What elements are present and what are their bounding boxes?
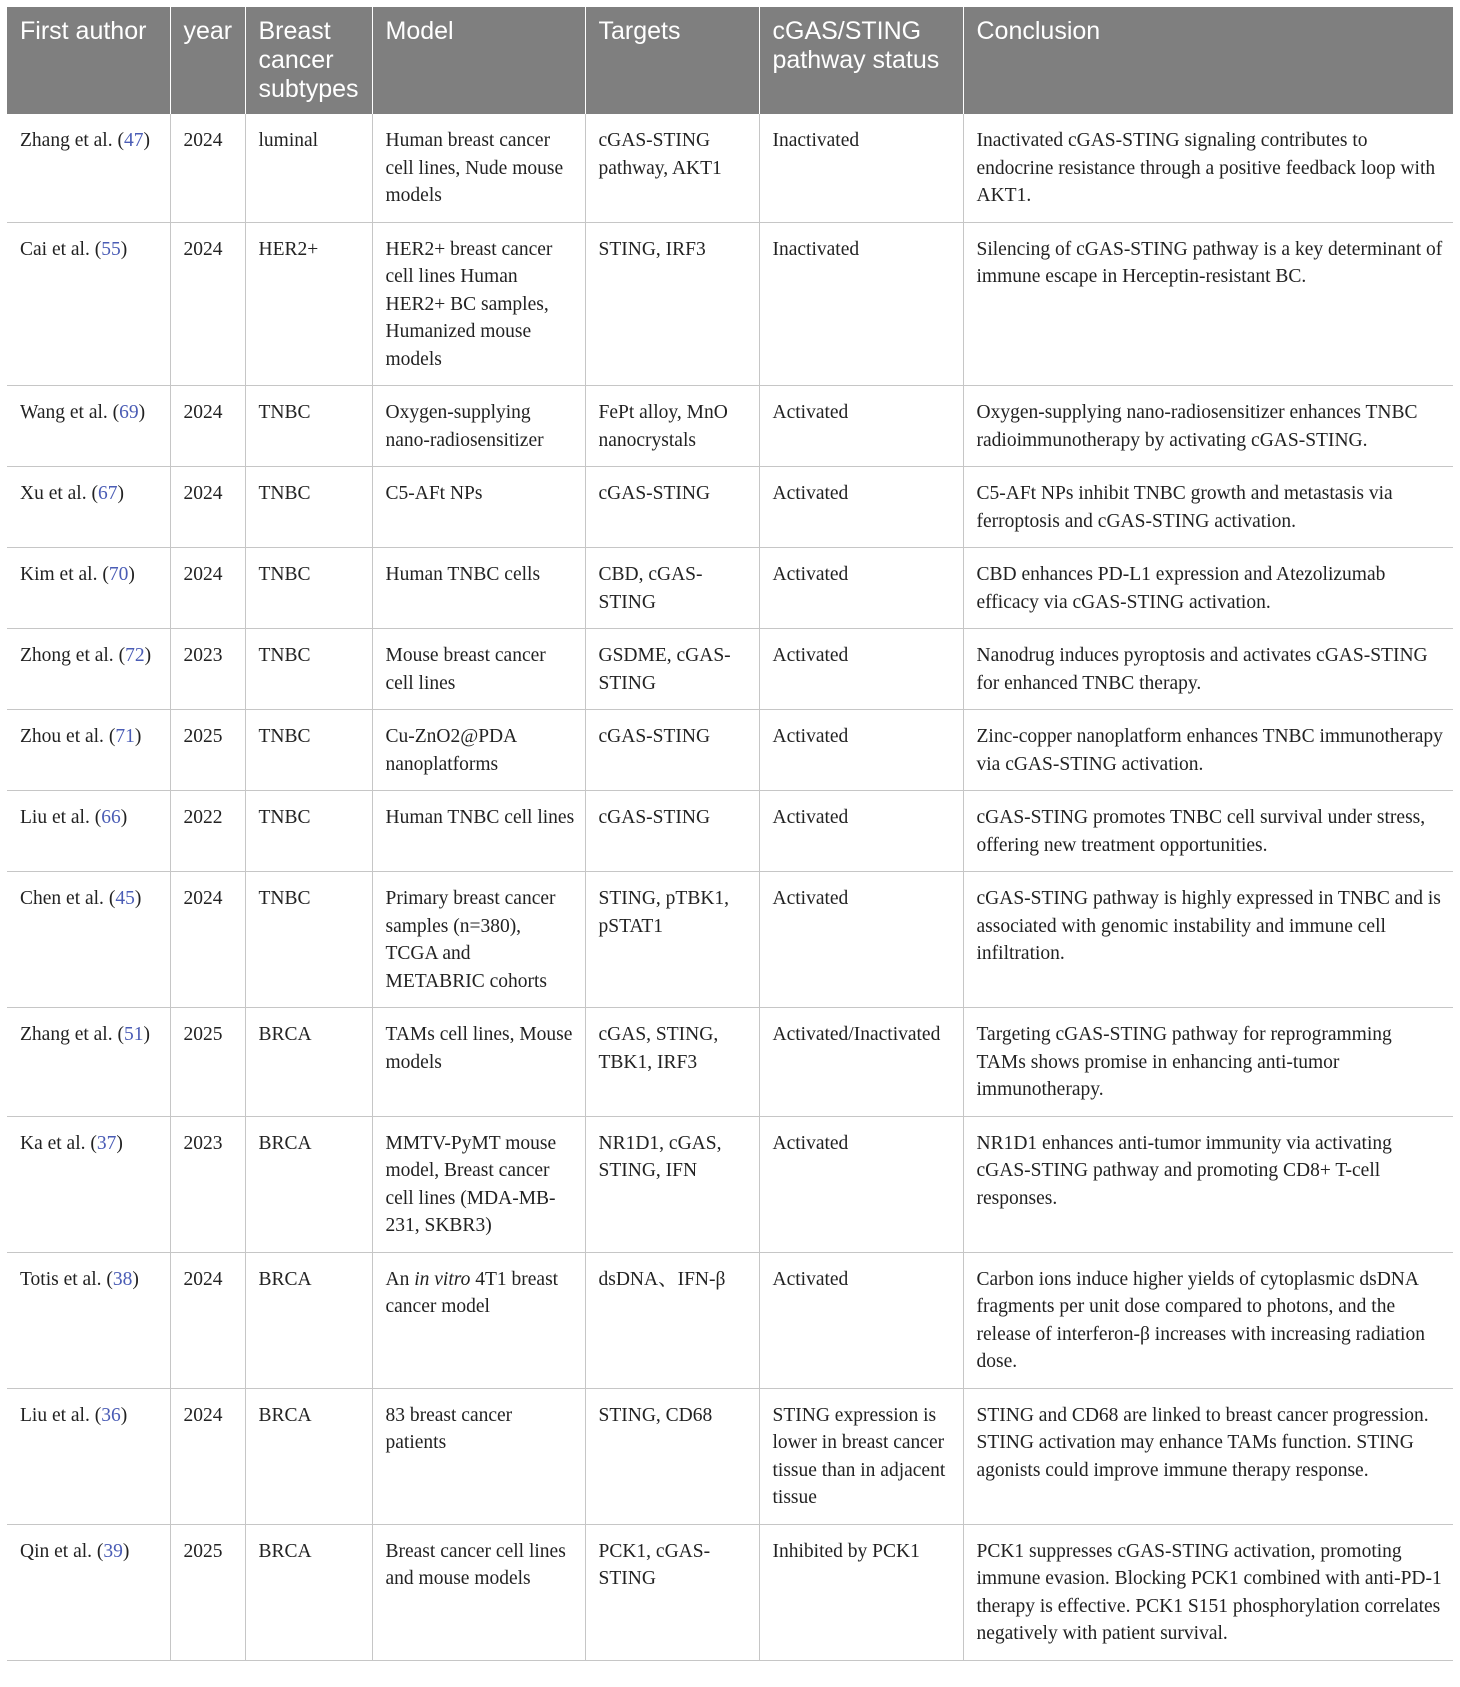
cell-subtype: TNBC xyxy=(245,710,372,791)
cell-model: Mouse breast cancer cell lines xyxy=(372,629,585,710)
cell-author: Ka et al. (37) xyxy=(7,1116,170,1252)
cell-subtype: luminal xyxy=(245,114,372,222)
cell-conclusion: Zinc-copper nanoplatform enhances TNBC immunotherapy via cGAS-STING activation. xyxy=(963,710,1453,791)
header-model: Model xyxy=(372,7,585,114)
cell-model: TAMs cell lines, Mouse models xyxy=(372,1008,585,1117)
reference-link[interactable]: 66 xyxy=(101,807,121,828)
cell-year: 2025 xyxy=(170,1524,245,1660)
cell-model: Human TNBC cell lines xyxy=(372,791,585,872)
cell-conclusion: NR1D1 enhances anti-tumor immunity via activating cGAS-STING pathway and promoting CD8+ T-cell responses. xyxy=(963,1116,1453,1252)
cell-conclusion: Targeting cGAS-STING pathway for reprogramming TAMs shows promise in enhancing anti-tumor immunotherapy. xyxy=(963,1008,1453,1117)
cell-conclusion: C5-AFt NPs inhibit TNBC growth and metastasis via ferroptosis and cGAS-STING activation. xyxy=(963,467,1453,548)
table-row xyxy=(7,386,1453,467)
reference-link[interactable]: 67 xyxy=(97,483,118,504)
reference-link[interactable]: 38 xyxy=(112,1268,133,1290)
cell-author: Qin et al. (39) xyxy=(7,1524,170,1660)
table-row xyxy=(7,222,1453,386)
table-row xyxy=(7,1116,1453,1252)
cell-model: HER2+ breast cancer cell lines Human HER2+ BC samples, Humanized mouse models xyxy=(372,222,585,386)
cell-model: Human breast cancer cell lines, Nude mouse models xyxy=(372,114,585,222)
cell-author: Chen et al. (45) xyxy=(7,872,170,1008)
cell-targets: cGAS-STING xyxy=(585,791,759,872)
reference-link[interactable]: 39 xyxy=(103,1540,123,1562)
cell-status: Inactivated xyxy=(759,222,963,386)
cell-targets: cGAS-STING pathway, AKT1 xyxy=(585,114,759,222)
reference-link[interactable]: 72 xyxy=(125,645,145,666)
cell-subtype: TNBC xyxy=(245,872,372,1008)
cell-subtype: HER2+ xyxy=(245,222,372,386)
cell-model: Breast cancer cell lines and mouse models xyxy=(372,1524,585,1660)
author-name: Zhong et al. xyxy=(20,645,114,666)
cell-author: Zhou et al. (71) xyxy=(7,710,170,791)
cell-status: Activated/Inactivated xyxy=(759,1008,963,1117)
cell-status: Activated xyxy=(759,467,963,548)
cell-targets: CBD, cGAS-STING xyxy=(585,548,759,629)
table-row xyxy=(7,467,1453,548)
author-name: Ka et al. xyxy=(20,1132,86,1154)
cell-conclusion: STING and CD68 are linked to breast cancer progression. STING activation may enhance TAMs function. STING agonists could improve immune therapy response. xyxy=(963,1388,1453,1524)
table-row xyxy=(7,1252,1453,1388)
header-row xyxy=(7,7,1453,114)
cell-author: Zhang et al. (47) xyxy=(7,114,170,222)
cell-author: Liu et al. (36) xyxy=(7,1388,170,1524)
cell-year: 2024 xyxy=(170,386,245,467)
author-name: Zhang et al. xyxy=(20,130,113,151)
cell-model: Human TNBC cells xyxy=(372,548,585,629)
model-text-pre: An xyxy=(385,1268,415,1290)
cell-status: Activated xyxy=(759,386,963,467)
reference-link[interactable]: 36 xyxy=(101,1404,121,1426)
cell-year: 2024 xyxy=(170,467,245,548)
table-row xyxy=(7,548,1453,629)
cell-targets: STING, CD68 xyxy=(585,1388,759,1524)
author-name: Zhang et al. xyxy=(20,1024,113,1045)
cell-targets: FePt alloy, MnO nanocrystals xyxy=(585,386,759,467)
cell-targets: GSDME, cGAS-STING xyxy=(585,629,759,710)
header-year: year xyxy=(170,7,245,114)
cell-conclusion: PCK1 suppresses cGAS-STING activation, promoting immune evasion. Blocking PCK1 combined with anti-PD-1 therapy is effective. PCK1 S151 phosphorylation correlates negatively with patient survival. xyxy=(963,1524,1453,1660)
author-name: Kim et al. xyxy=(20,564,98,585)
table-row xyxy=(7,629,1453,710)
author-name: Totis et al. xyxy=(20,1268,102,1290)
cell-status: STING expression is lower in breast cancer tissue than in adjacent tissue xyxy=(759,1388,963,1524)
cell-author: Cai et al. (55) xyxy=(7,222,170,386)
author-name: Liu et al. xyxy=(20,807,90,828)
cell-subtype: BRCA xyxy=(245,1252,372,1388)
cell-subtype: BRCA xyxy=(245,1388,372,1524)
cell-targets: NR1D1, cGAS, STING, IFN xyxy=(585,1116,759,1252)
cell-status: Activated xyxy=(759,1252,963,1388)
header-conclusion: Conclusion xyxy=(963,7,1453,114)
cell-targets: STING, pTBK1, pSTAT1 xyxy=(585,872,759,1008)
cell-year: 2025 xyxy=(170,1008,245,1117)
cell-author: Totis et al. (38) xyxy=(7,1252,170,1388)
cell-conclusion: Silencing of cGAS-STING pathway is a key determinant of immune escape in Herceptin-resistant BC. xyxy=(963,222,1453,386)
cell-status: Inhibited by PCK1 xyxy=(759,1524,963,1660)
header-subtypes: Breast cancer subtypes xyxy=(245,7,372,114)
table-row xyxy=(7,1388,1453,1524)
cell-year: 2024 xyxy=(170,114,245,222)
author-name: Xu et al. xyxy=(20,483,87,504)
table-row xyxy=(7,872,1453,1008)
cell-year: 2022 xyxy=(170,791,245,872)
author-name: Cai et al. xyxy=(20,238,90,260)
cell-conclusion: Inactivated cGAS-STING signaling contributes to endocrine resistance through a positive feedback loop with AKT1. xyxy=(963,114,1453,222)
cell-model: Oxygen-supplying nano-radiosensitizer xyxy=(372,386,585,467)
cell-conclusion: Oxygen-supplying nano-radiosensitizer enhances TNBC radioimmunotherapy by activating cGAS-STING. xyxy=(963,386,1453,467)
model-text-post: 4T1 breast cancer model xyxy=(385,1268,559,1317)
cell-subtype: BRCA xyxy=(245,1008,372,1117)
author-name: Qin et al. xyxy=(20,1540,93,1562)
header-status: cGAS/STING pathway status xyxy=(759,7,963,114)
reference-link[interactable]: 51 xyxy=(123,1024,144,1045)
cell-targets: cGAS-STING xyxy=(585,710,759,791)
cell-subtype: BRCA xyxy=(245,1116,372,1252)
header-first-author: First author xyxy=(7,7,170,114)
cell-model: MMTV-PyMT mouse model, Breast cancer cell lines (MDA-MB-231, SKBR3) xyxy=(372,1116,585,1252)
cell-year: 2024 xyxy=(170,1252,245,1388)
cell-model: Cu-ZnO2@PDA nanoplatforms xyxy=(372,710,585,791)
cell-year: 2023 xyxy=(170,1116,245,1252)
cell-year: 2023 xyxy=(170,629,245,710)
table-row xyxy=(7,791,1453,872)
cell-conclusion: cGAS-STING promotes TNBC cell survival under stress, offering new treatment opportunities. xyxy=(963,791,1453,872)
cell-year: 2025 xyxy=(170,710,245,791)
cell-conclusion: Nanodrug induces pyroptosis and activates cGAS-STING for enhanced TNBC therapy. xyxy=(963,629,1453,710)
cell-conclusion: CBD enhances PD-L1 expression and Atezolizumab efficacy via cGAS-STING activation. xyxy=(963,548,1453,629)
cell-author: Kim et al. (70) xyxy=(7,548,170,629)
cell-author: Xu et al. (67) xyxy=(7,467,170,548)
reference-link[interactable]: 37 xyxy=(96,1132,117,1154)
author-name: Liu et al. xyxy=(20,1404,90,1426)
cell-status: Activated xyxy=(759,791,963,872)
cell-status: Activated xyxy=(759,548,963,629)
cell-status: Activated xyxy=(759,872,963,1008)
model-text-italic: in vitro xyxy=(414,1268,471,1290)
cell-subtype: TNBC xyxy=(245,629,372,710)
reference-link[interactable]: 71 xyxy=(115,726,135,747)
table-row xyxy=(7,710,1453,791)
studies-table xyxy=(7,7,1453,1661)
reference-link[interactable]: 69 xyxy=(119,402,139,423)
cell-model: 83 breast cancer patients xyxy=(372,1388,585,1524)
reference-link[interactable]: 70 xyxy=(108,564,129,585)
author-name: Wang et al. xyxy=(20,402,108,423)
cell-targets: dsDNA、IFN-β xyxy=(585,1252,759,1388)
cell-model: Primary breast cancer samples (n=380), TCGA and METABRIC cohorts xyxy=(372,872,585,1008)
cell-author: Liu et al. (66) xyxy=(7,791,170,872)
cell-author: Zhong et al. (72) xyxy=(7,629,170,710)
reference-link[interactable]: 47 xyxy=(123,130,144,151)
cell-targets: cGAS, STING, TBK1, IRF3 xyxy=(585,1008,759,1117)
cell-subtype: TNBC xyxy=(245,467,372,548)
author-name: Chen et al. xyxy=(20,888,104,909)
cell-model: C5-AFt NPs xyxy=(372,467,585,548)
cell-status: Activated xyxy=(759,1116,963,1252)
cell-targets: STING, IRF3 xyxy=(585,222,759,386)
cell-subtype: TNBC xyxy=(245,548,372,629)
cell-conclusion: Carbon ions induce higher yields of cytoplasmic dsDNA fragments per unit dose compared to photons, and the release of interferon-β increases with increasing radiation dose. xyxy=(963,1252,1453,1388)
cell-subtype: BRCA xyxy=(245,1524,372,1660)
author-name: Zhou et al. xyxy=(20,726,104,747)
table-container xyxy=(7,7,1453,1661)
cell-year: 2024 xyxy=(170,548,245,629)
header-targets: Targets xyxy=(585,7,759,114)
cell-year: 2024 xyxy=(170,222,245,386)
table-row xyxy=(7,1008,1453,1117)
table-row xyxy=(7,1524,1453,1660)
cell-author: Zhang et al. (51) xyxy=(7,1008,170,1117)
cell-targets: PCK1, cGAS-STING xyxy=(585,1524,759,1660)
cell-author: Wang et al. (69) xyxy=(7,386,170,467)
reference-link[interactable]: 55 xyxy=(101,238,121,260)
cell-model xyxy=(372,1252,585,1388)
reference-link[interactable]: 45 xyxy=(115,888,135,909)
table-row xyxy=(7,114,1453,222)
cell-year: 2024 xyxy=(170,1388,245,1524)
cell-status: Activated xyxy=(759,710,963,791)
cell-targets: cGAS-STING xyxy=(585,467,759,548)
cell-conclusion: cGAS-STING pathway is highly expressed in TNBC and is associated with genomic instability and immune cell infiltration. xyxy=(963,872,1453,1008)
cell-year: 2024 xyxy=(170,872,245,1008)
cell-subtype: TNBC xyxy=(245,386,372,467)
cell-status: Inactivated xyxy=(759,114,963,222)
cell-status: Activated xyxy=(759,629,963,710)
cell-subtype: TNBC xyxy=(245,791,372,872)
